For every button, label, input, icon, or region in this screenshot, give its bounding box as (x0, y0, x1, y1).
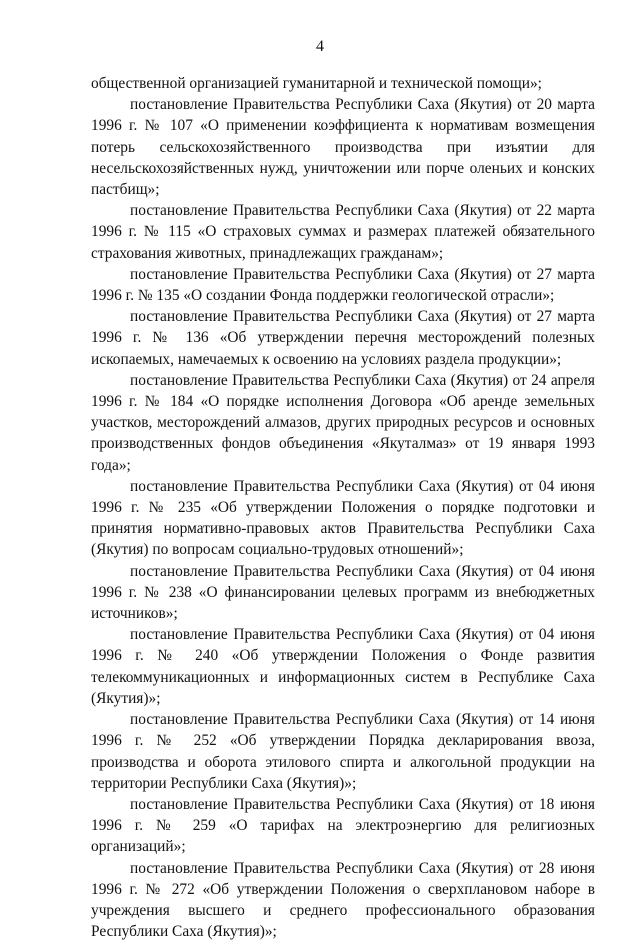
resolution-paragraph: постановление Правительства Республики Саха (Якутия) от 04 июня 1996 г. № 235 «Об утверждении Положения о порядке подготовки и принятия нормативно-правовых актов Правительства Республики Саха (Якутия) по вопросам социально-трудовых отношений»; (91, 477, 595, 559)
resolution-paragraph: постановление Правительства Республики Саха (Якутия) от 27 марта 1996 г. № 135 «О создании Фонда поддержки геологической отрасли»; (91, 265, 595, 305)
resolution-paragraph: постановление Правительства Республики Саха (Якутия) от 22 марта 1996 г. № 115 «О страховых суммах и размерах платежей обязательного страхования животных, принадлежащих гражданам»; (91, 202, 595, 262)
resolution-paragraph: постановление Правительства Республики Саха (Якутия) от 04 июня 1996 г. № 240 «Об утверждении Положения о Фонде развития телекоммуникационных и информационных систем в Республике Саха (Якутия)»; (91, 626, 595, 707)
resolution-paragraph: постановление Правительства Республики Саха (Якутия) от 18 июня 1996 г. № 259 «О тарифах на электроэнергию для религиозных организаций»; (91, 795, 595, 856)
resolution-paragraph: постановление Правительства Республики Саха (Якутия) от 28 июня 1996 г. № 272 «Об утверждении Положения о сверхплановом наборе в учреждения высшего и среднего профессионального образования Республики Саха (Якутия)»; (91, 859, 595, 941)
resolution-paragraph: постановление Правительства Республики Саха (Якутия) от 04 июня 1996 г. № 238 «О финансировании целевых программ из внебюджетных источников»; (91, 562, 595, 623)
resolution-paragraph: постановление Правительства Республики Саха (Якутия) от 27 марта 1996 г. № 136 «Об утверждении перечня месторождений полезных ископаемых, намечаемых к освоению на условиях раздела продукции»; (91, 308, 595, 368)
continuation-paragraph: общественной организацией гуманитарной и технической помощи»; (91, 75, 542, 92)
resolution-paragraph: постановление Правительства Республики Саха (Якутия) от 14 июня 1996 г. № 252 «Об утверждении Порядка декларирования ввоза, производства и оборота этилового спирта и алкогольной продукции на территории Республики Саха (Якутия)»; (91, 711, 595, 792)
resolution-paragraph: постановление Правительства Республики Саха (Якутия) от 20 марта 1996 г. № 107 «О применении коэффициента к нормативам возмещения потерь сельскохозяйственного производства при изъятии для несельскохозяйственных нужд, уничтожении или порче оленьих и конских пастбищ»; (91, 96, 595, 199)
document-body (91, 73, 595, 942)
page-number: 4 (316, 38, 324, 55)
resolution-paragraph: постановление Правительства Республики Саха (Якутия) от 24 апреля 1996 г. № 184 «О порядке исполнения Договора «Об аренде земельных участков, месторождений алмазов, других природных ресурсов и основных производственных фондов объединения «Якуталмаз» от 19 января 1993 года»; (91, 371, 595, 474)
